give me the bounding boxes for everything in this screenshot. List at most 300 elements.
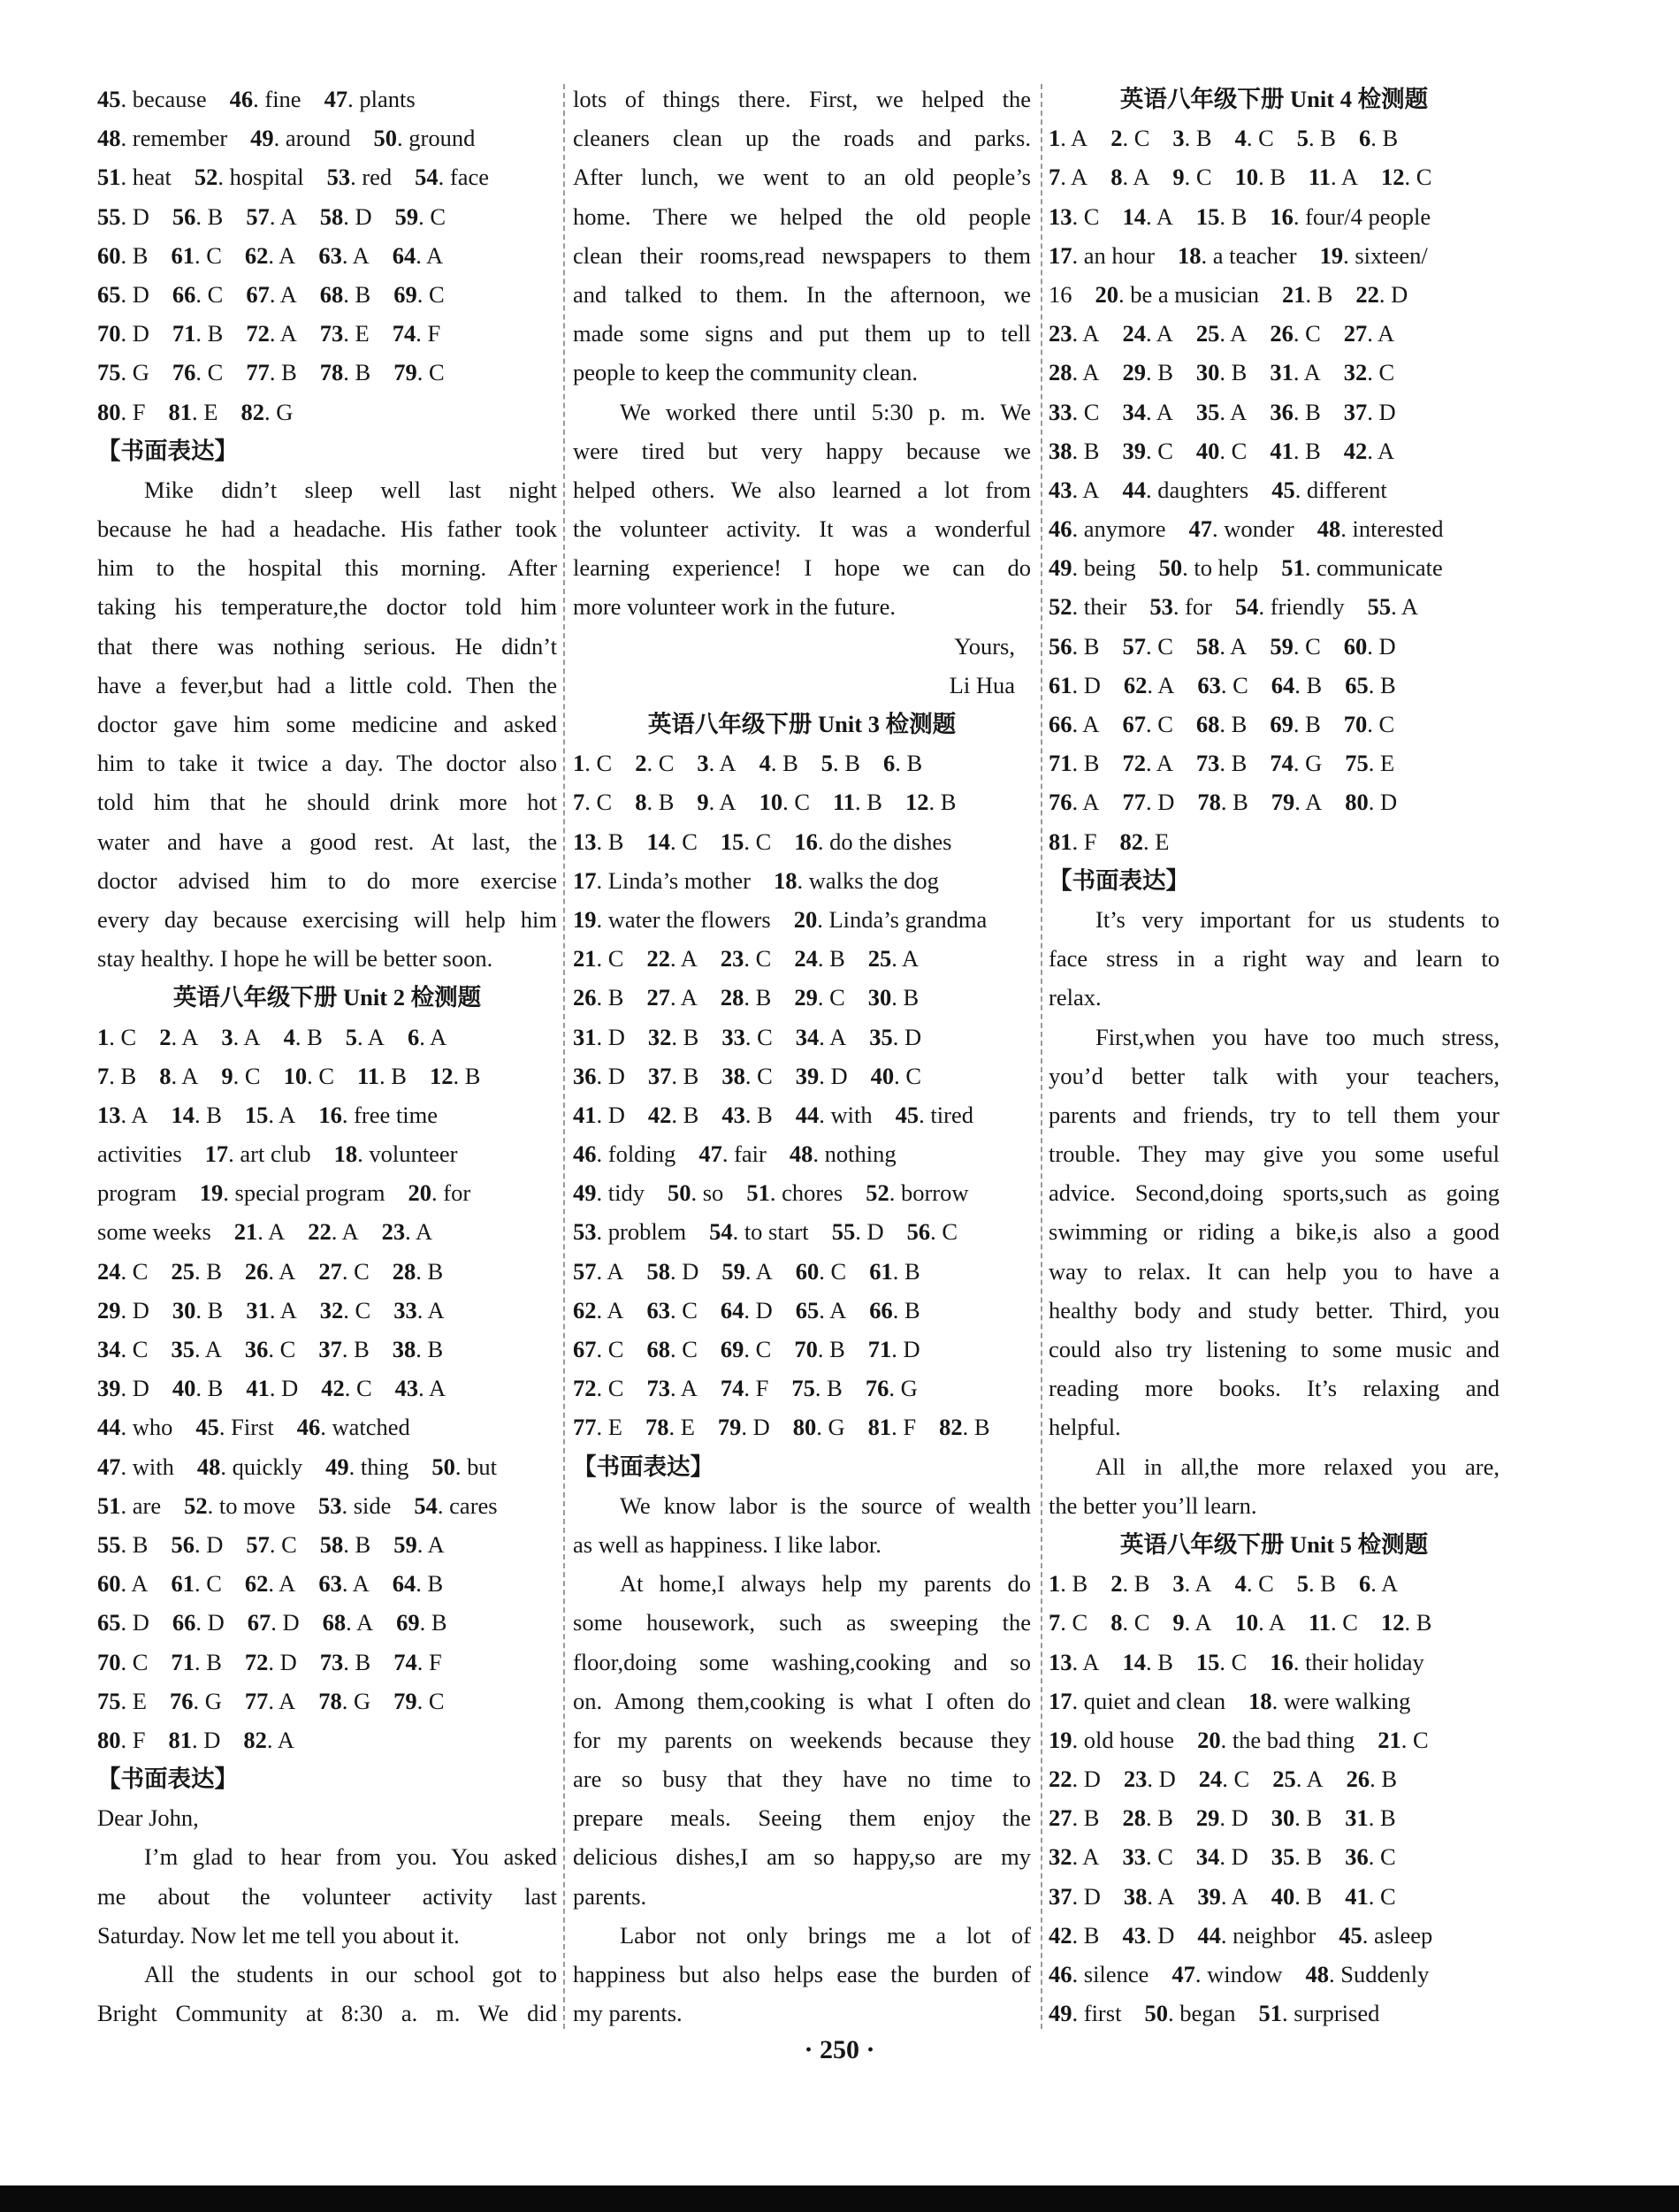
answer-item: 40. C <box>1195 437 1248 464</box>
answer-value: B <box>206 1101 222 1128</box>
answer-value: A <box>1378 437 1395 464</box>
answer-value: A <box>680 945 698 973</box>
answer-item: 66. B <box>869 1296 920 1323</box>
answer-row <box>1049 548 1500 587</box>
question-number: 80 <box>97 1726 121 1753</box>
answer-item: 23. D <box>1123 1766 1176 1793</box>
answer-value: B <box>827 1375 843 1402</box>
answer-value: quickly <box>232 1453 303 1480</box>
answer-value: C <box>1083 202 1100 230</box>
answer-item: 46. anymore <box>1049 515 1166 543</box>
question-number: 70 <box>97 320 121 347</box>
question-number: 49 <box>573 1179 597 1207</box>
answer-value: B <box>755 984 772 1011</box>
answer-value: D <box>1083 1766 1101 1793</box>
answer-value: A <box>902 945 920 973</box>
question-number: 9 <box>1172 1609 1185 1636</box>
question-number: 47 <box>324 86 348 112</box>
answer-value: C <box>318 1062 334 1089</box>
question-number: 55 <box>831 1218 856 1246</box>
essay-line: First,when you have too much stress, <box>1095 1023 1500 1050</box>
question-number: 49 <box>325 1453 349 1480</box>
answer-item: 41. B <box>1270 437 1321 464</box>
answer-item: 16. do the dishes <box>794 828 952 855</box>
answer-item: 53. problem <box>573 1218 687 1246</box>
answer-item: 19. water the flowers <box>573 905 771 933</box>
answer-item: 69. B <box>1270 711 1321 737</box>
answer-value: window <box>1207 1961 1283 1987</box>
answer-item: 32. C <box>319 1296 371 1323</box>
question-number: 51 <box>97 164 121 191</box>
question-number: 72 <box>1122 750 1146 777</box>
question-number: 12 <box>904 789 929 816</box>
answer-item: 18. were walking <box>1248 1687 1411 1714</box>
answer-value: B <box>427 1336 444 1362</box>
question-number: 14 <box>1122 1648 1146 1675</box>
column-right <box>1049 80 1500 2033</box>
answer-value: interested <box>1352 515 1444 543</box>
answer-item: 26. A <box>244 1257 296 1285</box>
question-number: 1 <box>1049 125 1061 152</box>
question-number: 53 <box>1149 593 1173 621</box>
answer-item: 34. C <box>97 1336 149 1362</box>
question-number: 34 <box>1195 1843 1220 1871</box>
answer-value: A <box>131 1570 149 1598</box>
answer-item: 5. B <box>1296 125 1336 152</box>
answer-value: B <box>782 750 798 777</box>
answer-value: A <box>1071 164 1088 191</box>
question-number: 73 <box>319 1648 344 1675</box>
column-divider <box>563 84 565 2029</box>
answer-value: C <box>1072 1609 1088 1636</box>
answer-item: 6. A <box>407 1023 447 1050</box>
answer-item: 23. A <box>381 1218 433 1246</box>
question-number: 25 <box>867 945 892 973</box>
question-number: 5 <box>345 1023 357 1050</box>
question-number: 70 <box>97 1648 121 1675</box>
answer-value: A <box>355 1609 374 1636</box>
question-number: 33 <box>1049 398 1072 425</box>
question-number: 23 <box>1049 320 1072 347</box>
answer-value: A <box>181 1023 199 1050</box>
answer-item: 34. A <box>1122 398 1173 425</box>
answer-row <box>573 1095 1031 1134</box>
question-number: 45 <box>1271 476 1295 503</box>
answer-value: B <box>658 789 675 816</box>
answer-item: 72. C <box>573 1375 624 1402</box>
answer-value: C <box>430 202 446 230</box>
question-number: 41 <box>1345 1882 1369 1910</box>
answer-value: first <box>1083 2000 1122 2027</box>
answer-item: 52. to move <box>184 1491 295 1519</box>
question-number: 5 <box>1296 125 1309 152</box>
answer-item: 55. D <box>831 1218 884 1246</box>
answer-value: C <box>132 1257 149 1285</box>
question-number: 46 <box>573 1140 597 1168</box>
question-number: 48 <box>97 125 121 152</box>
essay-line: parents. <box>573 1882 647 1910</box>
answer-value: A <box>428 1375 446 1402</box>
question-number: 8 <box>1110 1609 1123 1636</box>
answer-item: 37. B <box>647 1062 699 1089</box>
answer-item: 30. B <box>1271 1804 1323 1832</box>
question-number: 61 <box>1049 671 1072 698</box>
question-number: 73 <box>646 1375 670 1402</box>
answer-item: 14. C <box>646 828 698 855</box>
answer-item: 38. B <box>1049 437 1100 464</box>
answer-item: 49. around <box>250 125 351 152</box>
answer-item: 70. C <box>1343 711 1395 737</box>
answer-value: different <box>1306 476 1387 503</box>
answer-value: A <box>1133 164 1150 191</box>
question-number: 21 <box>1378 1726 1401 1753</box>
question-number: 39 <box>1197 1882 1221 1910</box>
question-number: 74 <box>720 1375 744 1402</box>
answer-item: 24. B <box>794 945 845 973</box>
answer-item: 44. who <box>97 1414 173 1441</box>
answer-item: 24. C <box>1198 1766 1250 1793</box>
answer-item: 48. remember <box>97 125 228 152</box>
column-left <box>97 80 557 2033</box>
answer-item: 42. B <box>647 1101 699 1128</box>
question-number: 57 <box>246 202 270 230</box>
answer-value: B <box>1157 1804 1173 1832</box>
question-number: 26 <box>1270 320 1294 347</box>
question-number: 27 <box>646 984 670 1011</box>
answer-item: 49. thing <box>325 1453 409 1480</box>
question-number: 58 <box>646 1257 670 1285</box>
answer-value: C <box>1412 1726 1429 1753</box>
answer-item: 11. C <box>1309 1609 1358 1636</box>
question-number: 32 <box>1049 1843 1072 1871</box>
answer-value: C <box>1305 320 1321 347</box>
question-number: 13 <box>1049 1648 1072 1675</box>
answer-item: 58. B <box>319 1530 371 1558</box>
answer-value: A <box>680 984 698 1011</box>
answer-item: 69. C <box>393 280 445 308</box>
answer-value: nothing <box>824 1140 897 1168</box>
answer-item: 5. B <box>1296 1570 1336 1598</box>
answer-item: 50. ground <box>373 125 476 152</box>
answer-item: 43. A <box>394 1375 446 1402</box>
answer-value: are <box>132 1491 162 1519</box>
answer-value: fair <box>734 1140 767 1168</box>
answer-row <box>1049 1877 1500 1916</box>
answer-item: 24. C <box>97 1257 149 1285</box>
answer-value: C <box>607 1375 624 1402</box>
answer-value: B <box>1306 1843 1323 1871</box>
question-number: 3 <box>221 1023 233 1050</box>
answer-value: C <box>428 359 445 386</box>
answer-item: 62. A <box>573 1296 624 1323</box>
answer-value: B <box>1306 671 1323 698</box>
answer-row <box>97 393 557 431</box>
answer-item: 12. B <box>429 1062 481 1089</box>
answer-item: 75. G <box>97 359 149 386</box>
answer-value: B <box>355 359 371 386</box>
answer-value: B <box>206 1648 222 1675</box>
answer-value: E <box>203 398 218 425</box>
essay-line: because he had a headache. His father took <box>97 515 557 543</box>
question-number: 62 <box>1123 671 1148 698</box>
answer-row <box>573 1173 1031 1212</box>
essay-line: learning experience! I hope we can do <box>573 554 1031 582</box>
answer-row <box>97 80 557 118</box>
answer-value: B <box>940 789 957 816</box>
answer-row <box>1049 431 1500 470</box>
essay-line: We worked there until 5:30 p. m. We <box>620 398 1031 425</box>
answer-item: 68. B <box>319 280 371 308</box>
question-number: 68 <box>322 1609 347 1636</box>
answer-value: four/4 people <box>1305 202 1431 230</box>
answer-item: 47. fair <box>698 1140 767 1168</box>
question-number: 24 <box>1122 320 1146 347</box>
answer-value: A <box>415 1218 433 1246</box>
answer-value: E <box>680 1414 695 1441</box>
answer-item: 79. C <box>393 1687 445 1714</box>
answer-item: 34. D <box>1195 1843 1248 1871</box>
answer-row <box>97 1134 557 1173</box>
answer-item: 62. A <box>244 241 296 269</box>
answer-item: 63. A <box>318 241 370 269</box>
answer-value: quiet and clean <box>1083 1687 1226 1714</box>
answer-item: 8. A <box>1110 164 1150 191</box>
answer-item: 66. D <box>172 1609 225 1636</box>
answer-item: 39. A <box>1197 1882 1248 1910</box>
question-number: 18 <box>1248 1687 1272 1714</box>
answer-value: E <box>1379 750 1395 777</box>
question-number: 30 <box>1195 359 1220 386</box>
answer-value: C <box>905 1062 922 1089</box>
question-number: 56 <box>1049 632 1072 660</box>
answer-item: 28. B <box>720 984 772 1011</box>
answer-value: activities <box>97 1140 182 1168</box>
essay-line: stay healthy. I hope he will be better soon. <box>97 945 493 973</box>
essay-line: on. Among them,cooking is what I often do <box>573 1687 1031 1714</box>
question-number: 2 <box>159 1023 172 1050</box>
answer-value: A <box>352 241 370 269</box>
question-number: 31 <box>1345 1804 1369 1832</box>
question-number: 55 <box>1367 593 1392 621</box>
answer-item: 29. C <box>794 984 845 1011</box>
answer-item: 5. A <box>345 1023 385 1050</box>
answer-item: 48. nothing <box>789 1140 897 1168</box>
answer-item: 61. C <box>171 1570 222 1598</box>
answer-row <box>97 236 557 275</box>
answer-item: 59. A <box>393 1530 445 1558</box>
question-number: 77 <box>246 359 270 386</box>
answer-item: 21. C <box>573 945 624 973</box>
question-number: 4 <box>1234 1570 1247 1598</box>
answer-value: B <box>1072 1570 1088 1598</box>
question-number: 76 <box>865 1375 889 1402</box>
essay-paragraph <box>573 80 1031 393</box>
answer-item: 7. A <box>1049 164 1088 191</box>
answer-value: chores <box>782 1179 843 1207</box>
question-number: 16 <box>318 1101 342 1128</box>
question-number: 9 <box>221 1062 233 1089</box>
question-number: 34 <box>795 1023 820 1050</box>
answer-item: 33. C <box>1049 398 1100 425</box>
answer-value: some weeks <box>97 1218 211 1246</box>
answer-item: 77. E <box>573 1414 622 1441</box>
question-number: 32 <box>1343 359 1368 386</box>
answer-item: 65. B <box>1345 671 1396 698</box>
answer-value: C <box>1379 1882 1396 1910</box>
answer-row <box>97 1291 557 1330</box>
question-number: 34 <box>97 1336 121 1362</box>
answer-item: 1. C <box>573 750 613 777</box>
question-number: 12 <box>429 1062 454 1089</box>
question-number: 81 <box>168 1726 192 1753</box>
question-number: 62 <box>244 1570 269 1598</box>
answer-item: 36. B <box>1270 398 1321 425</box>
question-number: 30 <box>867 984 892 1011</box>
question-number: 68 <box>646 1336 670 1362</box>
answer-item: 21. A <box>233 1218 286 1246</box>
essay-paragraph <box>1049 900 1500 1018</box>
answer-value: to start <box>744 1218 809 1246</box>
answer-value: A <box>1194 1570 1212 1598</box>
answer-item: 56. C <box>906 1218 958 1246</box>
answer-value: B <box>903 984 920 1011</box>
question-number: 79 <box>393 1687 417 1714</box>
essay-line: could also try listening to some music and <box>1049 1336 1500 1362</box>
answer-value: plants <box>359 86 416 112</box>
answer-value: B <box>355 1530 371 1558</box>
answer-row <box>1049 157 1500 196</box>
answer-item: 75. E <box>97 1687 147 1714</box>
answer-value: do the dishes <box>829 828 952 855</box>
question-number: 48 <box>1305 1961 1329 1987</box>
answer-item: 45. tired <box>895 1101 973 1128</box>
essay-line: cleaners clean up the roads and parks. <box>573 125 1031 152</box>
answer-item: 61. B <box>869 1257 920 1285</box>
question-number: 22 <box>1049 1766 1072 1793</box>
answer-value: B <box>607 828 624 855</box>
question-number: 22 <box>308 1218 332 1246</box>
question-number: 1 <box>573 750 585 777</box>
answer-row <box>97 1447 557 1486</box>
answer-value: D <box>607 1101 625 1128</box>
answer-row <box>97 1682 557 1720</box>
question-number: 27 <box>1049 1804 1072 1832</box>
answer-value: A <box>719 750 736 777</box>
answer-item: 76. G <box>169 1687 222 1714</box>
answer-item: 29. D <box>1195 1804 1248 1832</box>
answer-item: 72. D <box>244 1648 297 1675</box>
answer-value: C <box>658 750 675 777</box>
answer-row <box>97 1369 557 1407</box>
question-number: 59 <box>1270 632 1294 660</box>
answer-item: 64. B <box>392 1570 444 1598</box>
answer-item: 60. D <box>1343 632 1396 660</box>
answer-value: C <box>132 1648 149 1675</box>
question-number: 74 <box>392 320 416 347</box>
answer-item: 47. wonder <box>1188 515 1294 543</box>
question-number: 27 <box>318 1257 342 1285</box>
answer-row <box>97 1252 557 1291</box>
question-number: 42 <box>321 1375 345 1402</box>
answer-value: D <box>132 1609 149 1636</box>
answer-value: G <box>354 1687 371 1714</box>
answer-item: 57. C <box>1122 632 1173 660</box>
answer-item: 32. A <box>1049 1843 1100 1871</box>
answer-item: 41. C <box>1345 1882 1396 1910</box>
question-number: 3 <box>697 750 709 777</box>
answer-item: 54. cares <box>414 1491 498 1519</box>
answer-item: 49. tidy <box>573 1179 645 1207</box>
question-number: 44 <box>795 1101 820 1128</box>
answer-item: 21. B <box>1281 280 1333 308</box>
answer-row <box>573 900 1031 939</box>
answer-value: C <box>1157 437 1173 464</box>
essay-line: doctor gave him some medicine and asked <box>97 711 557 737</box>
answer-item: 55. A <box>1367 593 1419 621</box>
question-number: 77 <box>573 1414 597 1441</box>
answer-item: 48. quickly <box>196 1453 303 1480</box>
question-number: 80 <box>97 398 121 425</box>
answer-row <box>1049 393 1500 431</box>
essay-line: Mike didn’t sleep well last night <box>144 476 557 503</box>
answer-value: C <box>1378 711 1395 737</box>
question-number: 28 <box>1049 359 1072 386</box>
answer-value: problem <box>607 1218 687 1246</box>
essay-line: me about the volunteer activity last <box>97 1882 557 1910</box>
section-heading: 英语八年级下册 Unit 5 检测题 <box>1119 1530 1429 1558</box>
question-number: 8 <box>1110 164 1123 191</box>
answer-value: tidy <box>607 1179 645 1207</box>
essay-line: told him that he should drink more hot <box>97 789 557 816</box>
answer-item: 13. A <box>97 1101 149 1128</box>
answer-item: 50. but <box>431 1453 497 1480</box>
answer-item: 48. interested <box>1316 515 1444 543</box>
answer-row <box>97 353 557 392</box>
answer-value: B <box>1306 1804 1323 1832</box>
answer-item: 14. B <box>171 1101 222 1128</box>
question-number: 63 <box>318 1570 342 1598</box>
question-number: 45 <box>895 1101 920 1128</box>
answer-value: water the flowers <box>607 905 771 933</box>
answer-item: 25. A <box>1195 320 1248 347</box>
essay-line: All the students in our school got to <box>144 1961 557 1987</box>
answer-row <box>573 1291 1031 1330</box>
answer-item: 50. so <box>667 1179 724 1207</box>
letter-signoff: Yours, <box>954 632 1015 660</box>
answer-item: 39. C <box>1122 437 1173 464</box>
question-number: 23 <box>381 1218 406 1246</box>
question-number: 37 <box>647 1062 672 1089</box>
essay-line: floor,doing some washing,cooking and so <box>573 1648 1031 1675</box>
answer-value: around <box>285 125 351 152</box>
answer-item: 25. A <box>1272 1766 1324 1793</box>
answer-row <box>1049 1759 1500 1798</box>
answer-item: 59. C <box>394 202 446 230</box>
essay-line: It’s very important for us students to <box>1095 905 1500 933</box>
answer-value: B <box>1270 164 1286 191</box>
answer-value: C <box>829 984 845 1011</box>
answer-value: D <box>132 202 149 230</box>
answer-item: 6. B <box>882 750 923 777</box>
question-number: 35 <box>869 1023 893 1050</box>
answer-value: D <box>1083 1882 1101 1910</box>
answer-value: C <box>279 1336 296 1362</box>
answer-item: 15. C <box>1195 1648 1248 1675</box>
answer-value: who <box>132 1414 173 1441</box>
answer-item: 41. D <box>246 1375 299 1402</box>
answer-item: 31. A <box>246 1296 297 1323</box>
answer-value: asleep <box>1374 1921 1433 1949</box>
